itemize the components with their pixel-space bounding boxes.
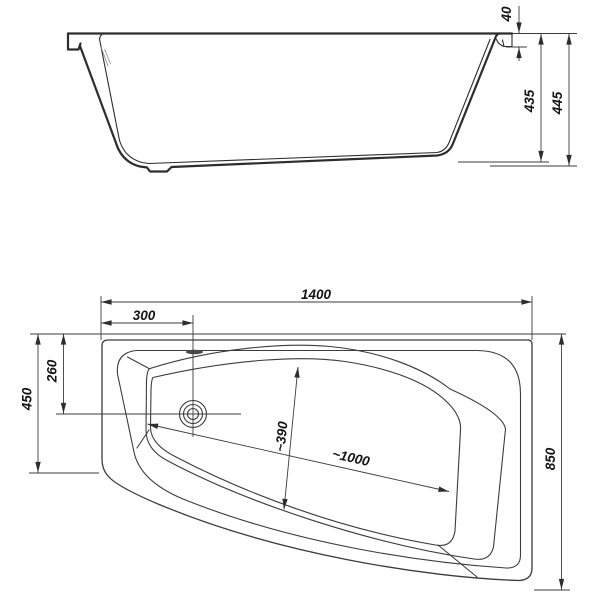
dim-label-basin-width: ~390 [272,420,291,453]
side-view [68,6,577,172]
side-outer-wall [80,34,499,172]
dim-label-overall-height: 445 [550,91,565,115]
side-left-flange [68,34,81,50]
side-right-lip [497,34,513,47]
dim-label-head-end-width: 450 [19,387,35,411]
overflow-slot [186,350,203,355]
hatch-mark [105,49,111,64]
side-profile-inner [100,34,512,164]
dim-label-rim-height: 40 [499,6,514,22]
dim-label-basin-length: ~1000 [330,446,372,470]
plan-basin-outline [146,345,506,559]
corner-chamfer-line [128,357,150,369]
dim-label-overall-width: 850 [543,447,558,471]
plan-rim-inner-outline [117,351,520,569]
plan-floor-outline [151,359,461,546]
side-dimension-labels [499,6,565,115]
dim-label-drain-offset-top: 260 [44,359,60,383]
side-inner-wall [100,34,490,164]
dim-1000-line [148,424,450,492]
side-profile [68,34,512,172]
plan-view [20,287,571,590]
plan-outline [102,340,532,581]
dim-label-overall-length: 1400 [300,287,332,302]
corner-chamfer-line [438,545,477,577]
plan-dimension-labels [20,287,559,470]
dim-label-drain-offset-left: 300 [132,308,156,323]
dim-label-inner-depth: 435 [522,89,537,113]
